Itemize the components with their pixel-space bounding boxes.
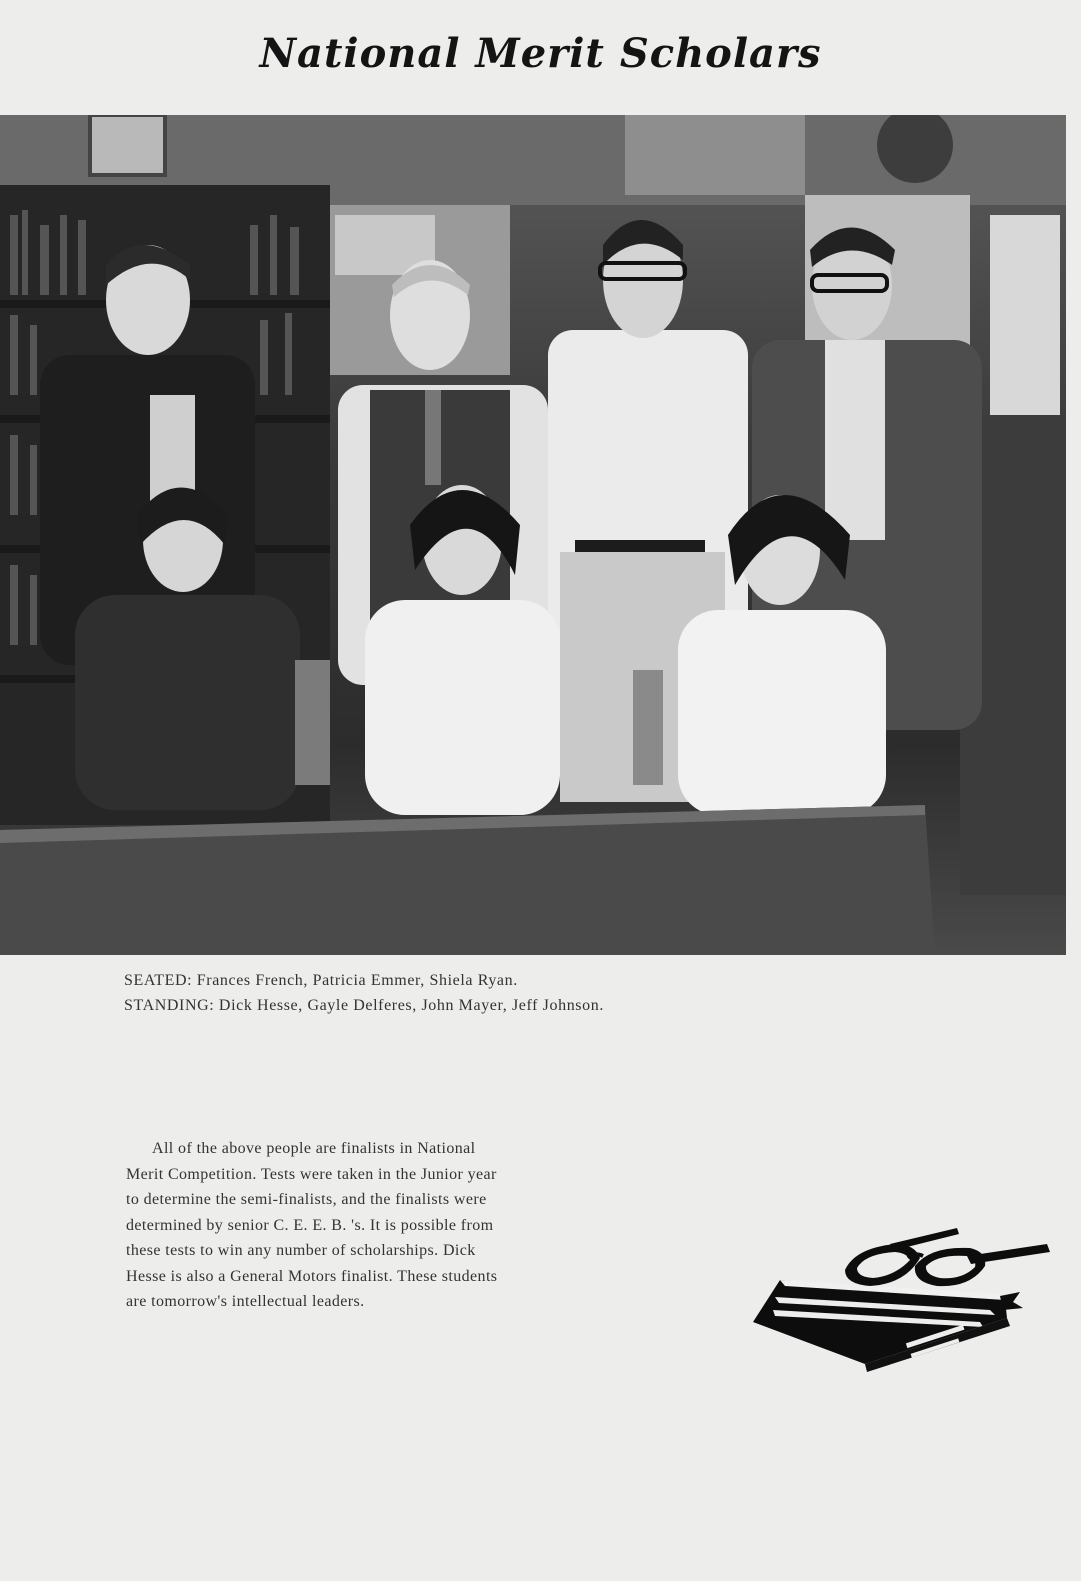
body-paragraph xyxy=(126,1136,646,1315)
photo-caption xyxy=(124,968,604,1018)
group-photo xyxy=(0,115,1066,955)
body-line: Hesse is also a General Motors finalist. These students xyxy=(126,1267,498,1285)
page-title: National Merit Scholars xyxy=(259,30,822,77)
group-photo-icon xyxy=(0,115,1066,955)
body-line: Merit Competition. Tests were taken in the Junior year xyxy=(126,1165,497,1183)
body-line: are tomorrow's intellectual leaders. xyxy=(126,1293,365,1310)
caption-seated: SEATED: Frances French, Patricia Emmer, Shiela Ryan. xyxy=(124,972,518,989)
caption-standing: STANDING: Dick Hesse, Gayle Delferes, John Mayer, Jeff Johnson. xyxy=(124,997,604,1014)
body-line: these tests to win any number of scholarships. Dick xyxy=(126,1242,476,1259)
body-line: All of the above people are finalists in National xyxy=(152,1140,476,1157)
body-line: to determine the semi-finalists, and the finalists were xyxy=(126,1191,487,1208)
body-line: determined by senior C. E. E. B. 's. It is possible from xyxy=(126,1216,494,1234)
book-with-glasses-icon xyxy=(745,1222,1060,1372)
